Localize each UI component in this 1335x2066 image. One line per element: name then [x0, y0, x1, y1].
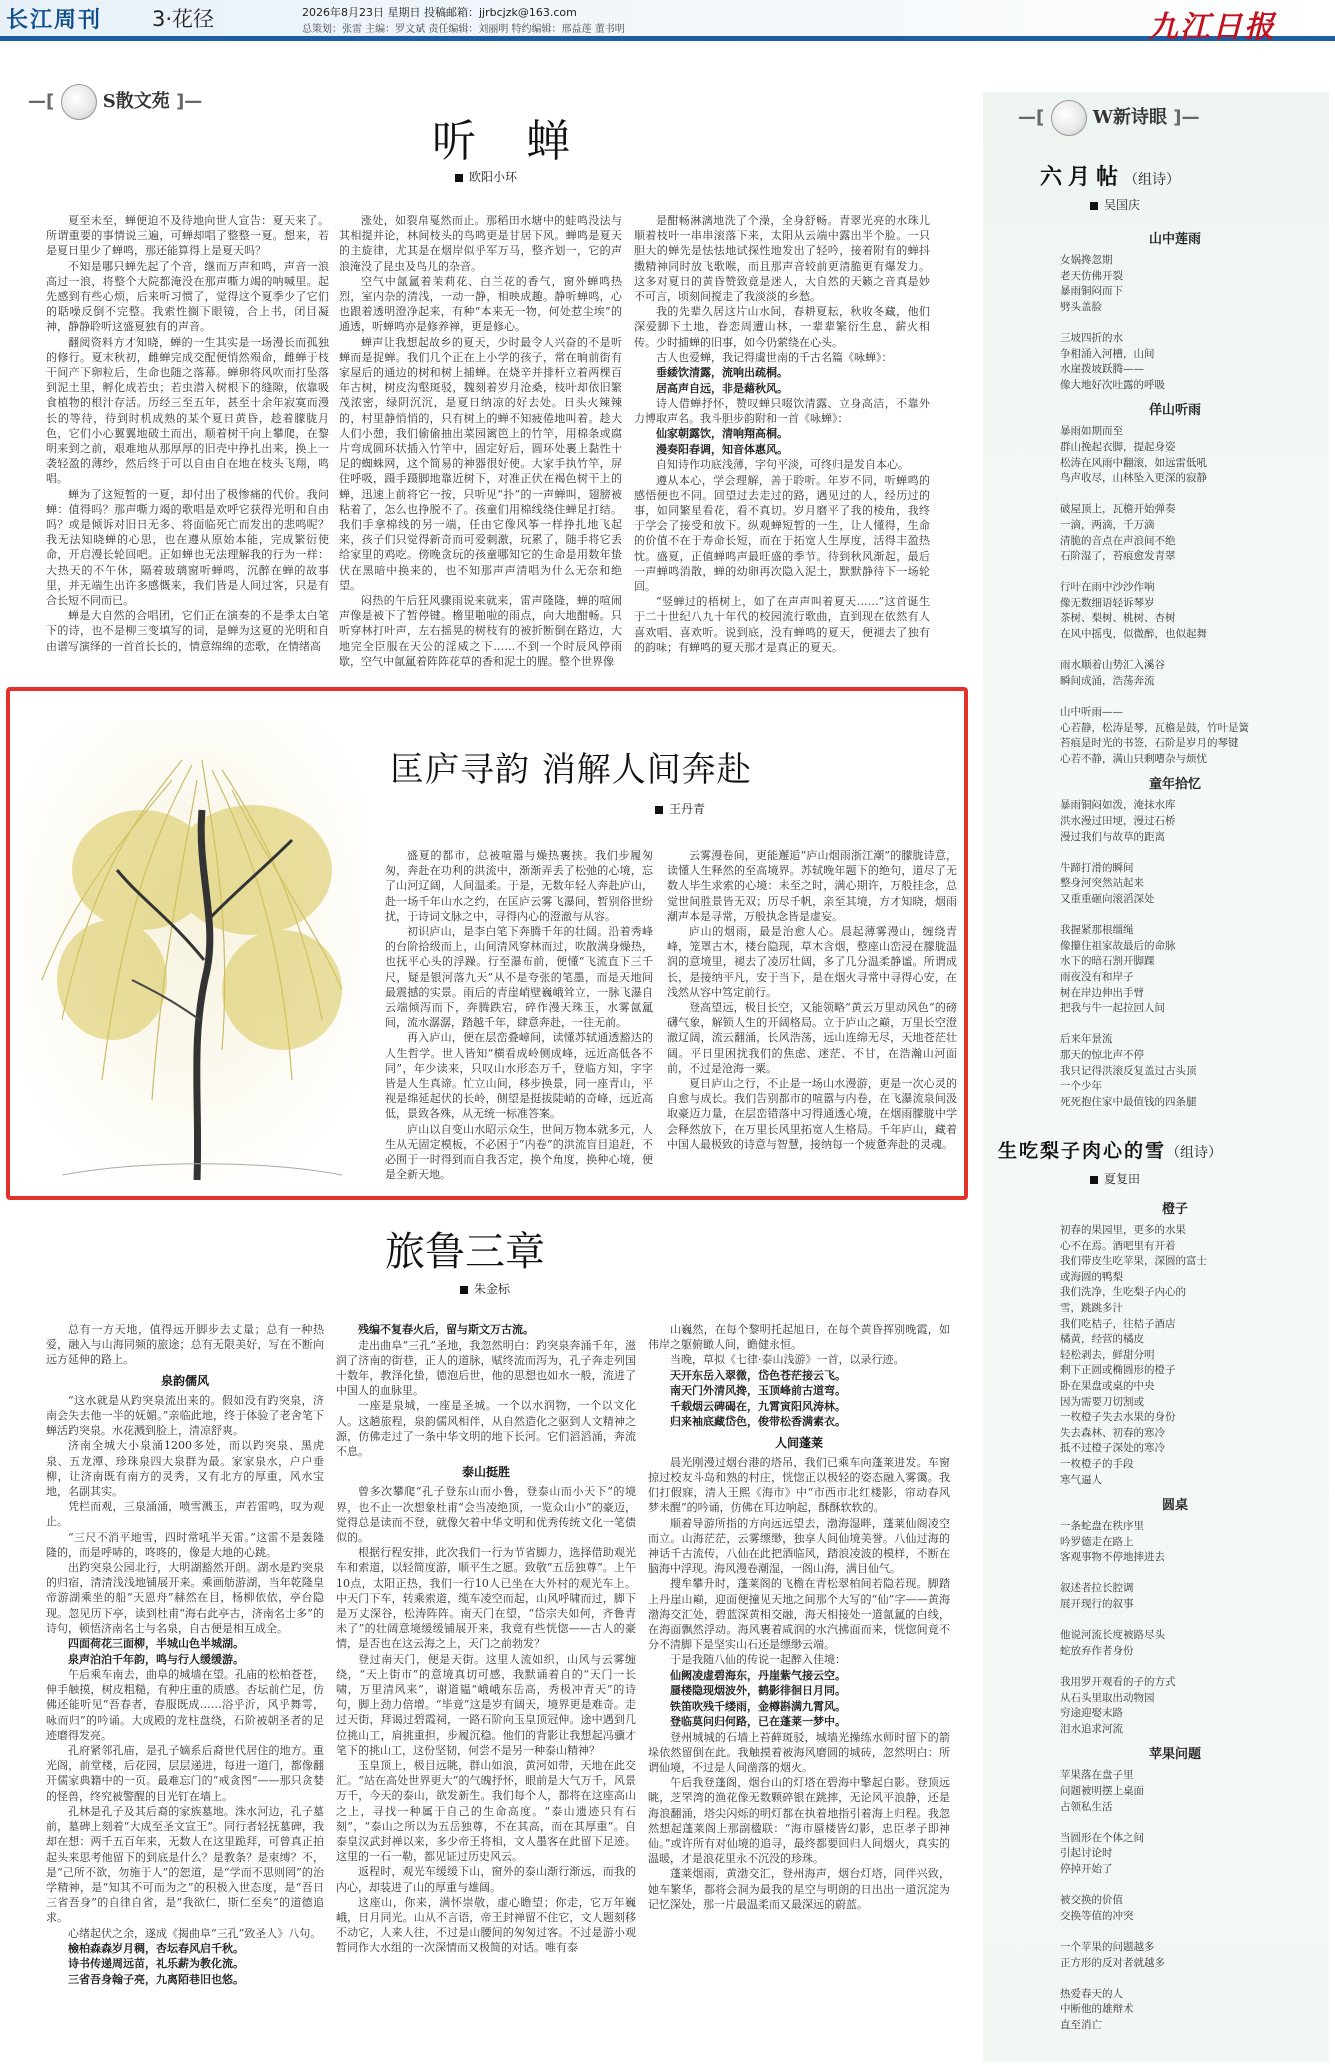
travel-article-byline: 朱金标: [460, 1280, 510, 1297]
page-header: [0, 0, 1335, 52]
sidebar-poem2-byline: 夏复田: [1090, 1170, 1140, 1187]
article-title: 听 蝉: [432, 116, 588, 167]
article2-col2: 云雾漫卷间，更能邂逅“庐山烟雨浙江潮”的朦胧诗意，读懂人生释然的至高境界。苏轼晚年题下的绝句，道尽了无数人毕生求索的心境：未至之时，满心期许，万般挂念，总觉世间胜景皆无双；历尽千帆，亲至其境，方才知晓，烟雨潮声本是寻常，万般执念皆是虚妄。 庐山的烟雨，最是治愈人心。晨起薄雾漫山，缠绕青峰，笼罩古木，楼台隐现，草木含烟，整座山峦浸在朦胧温润的意境里，褪去了凌厉壮阔，多了几分温柔静谧。所谓成长，是接纳平凡，安于当下，是在烟火寻常中寻得心安，在浅然从容中笃定前行。 登高望远，极目长空，又能领略“黄云万里动风色”的磅礴气象，解锁人生的开阔格局。立于庐山之巅，万里长空澄澈辽阔，流云翻涌，长风浩荡，远山连绵无尽，天地苍茫壮阔。平日里困扰我们的焦虑、迷茫、不甘，在浩瀚山河面前，不过是沧海一粟。 夏日庐山之行，不止是一场山水漫游，更是一次心灵的自愈与成长。我们告别都市的喧嚣与内卷，在飞瀑流泉间汲取豪迈力量，在层峦错落中习得通透心境，在烟雨朦胧中学会释然放下，在万里长风里拓宽人生格局。千年庐山，藏着中国人最极致的诗意与智慧，接纳每一个疲惫奔赴的灵魂。: [667, 849, 957, 1151]
poem-subtitle: 苹果问题: [1148, 1747, 1201, 1763]
date-line: 2026年8月23日 星期日 投稿邮箱：jjrbcjzk@163.com: [302, 6, 577, 19]
header-rule: [0, 36, 1335, 41]
featured-article-byline: 王丹青: [655, 800, 705, 817]
staff-line: 总策划：张雷 主编：罗文斌 责任编辑：刘丽明 特约编辑：邢益莲 董书明: [302, 24, 625, 35]
brand-title: 长江周刊: [6, 8, 103, 33]
bracket-right-icon: ]—: [176, 91, 203, 112]
article-byline: 欧阳小环: [455, 168, 517, 185]
sidebar-poem1-title: 六月帖（组诗）: [1040, 164, 1181, 190]
sidebar-poem1-byline: 吴国庆: [1090, 196, 1140, 213]
travel-article-title: 旅鲁三章: [385, 1229, 545, 1275]
poem-subtitle: 山中莲雨: [1148, 232, 1201, 247]
bracket-left-icon: —[: [28, 91, 55, 112]
sidebar-poem2-title: 生吃梨子肉心的雪（组诗）: [998, 1140, 1223, 1162]
newspaper-logo: 九江日报: [1148, 10, 1276, 45]
article3-col2: 残编不复春火后，留与斯文万古流。 走出曲阜“三孔”圣地，我忽然明白：趵突泉奔涌千年，滋润了济南的街巷，正人的道脉，赋终流而泻为，孔子奔走列国十数年，教泽化蛰，德泡后世，他的思想也如水一般，流进了中国人的血脉里。 一座是泉城，一座是圣城。一个以水润物，一个以文化人。这趟旅程，泉韵儒风相伴，从自然造化之驱到人文精神之源，仿佛走过了一条中华文明的地下长河。它们滔滔涌，奔流不息。 泰山挺胜 曾多次攀爬“孔子登东山而小鲁，登泰山而小天下”的境界，也不止一次想象杜甫“会当凌绝顶，一览众山小”的豪迈，觉得总是读而不登，就像欠着中华文明和优秀传统文化一笔债似的。 根据行程安排，此次我们一行为节省脚力，选择借助观光车和索道，以轻简度游，顺平生之愿。致敬“五岳独尊”。上午10点，太阳正热，我们一行10人已坐在大外村的观光车上。中天门下车，转乘索道，缆车凌空而起，山风呼啸而过，脚下是万丈深谷，松涛阵阵。南天门在望，“岱宗夫如何，齐鲁青未了”的壮阔意境缓缓铺展开来，我竟有些恍惚——古人的豪情，是否也在这云海之上，天门之前勃发？ 登过南天门，便是天街。这里人流如织，山风与云雾缠绕，“天上街市”的意境真切可感，我默诵着自的“天门一长啸，万里清风来”，谢道韫“峨峨东岳高，秀极冲青天”的诗句，脚上劲力倍增。“毕竟”这是岁有阔天，境界更是难奇。走过天街，拜谒过碧霞祠，一路石阶向玉皇顶冠伸。途中遇到几位挑山工，肩挑重担，步履沉稳。他们的背影让我想起冯骥才笔下的挑山工，这份坚韧，何尝不是另一种泰山精神？ 玉皇顶上，极目远眺，群山如浪，黄河如带，天地在此交汇。“站在高处世界更大”的气魄抒怀，眼前是大气万千，风景万千，今天的泰山，欲发新生。我们每个人，都将在这座高山之上，寻找一种属于自己的生命高度。“泰山遗迹只有石刻”，“泰山之所以为五岳独尊，不在其高，而在其厚重”。自泰皇汉武封禅以来，多少帝王将相，文人墨客在此留下足迹。这里的一石一勒，都见证过历史风云。 返程时，观光车缓缓下山，窗外的泰山渐行渐远，而我的内心，却装进了山的厚重与雄阔。 这座山，你来，满怀崇敬，虚心瞻望；你走，它万年巍峨，日月同光。山从不言语，帝王封禅留不住它，文人题刻移不动它，人来人往，不过是山腰间的匆匆过客。不过是游小观暂同作大水组的一次深情而又极简的对话。唯有泰: [336, 1323, 636, 1955]
subheading-penglai: 人间蓬莱: [774, 1435, 823, 1450]
poem-subtitle: 佯山听雨: [1148, 403, 1201, 419]
subheading-spring: 泉韵儒风: [160, 1373, 209, 1388]
article2-col1: 盛夏的都市，总被喧嚣与燥热裹挟。我们步履匆匆，奔赴在功利的洪流中，渐渐弄丢了松弛的心境，忘了山河辽阔，人间温柔。于是，无数年轻人奔赴庐山，赴一场千年山水之约，在匡庐云雾飞瀑间，暂别俗世纷扰，于诗词文脉之中，寻得内心的澄澈与从容。 初识庐山，是李白笔下奔腾千年的壮阔。沿着秀峰的台阶拾级而上，山间清风穿林而过，吹散满身燥热，也抚平心头的浮躁。行至瀑布前，便懂“飞流直下三千尺，疑是银河落九天”从不是夸张的笔墨，而是天地间最震撼的实景。雨后的青崖峭壁巍峨耸立，一脉飞瀑自云端倾泻而下，奔腾跌宕，碎作漫天珠玉，水雾氤氲间，流水潺潺，踏越千年，肆意奔赴，一往无前。 再入庐山，便在层峦叠嶂间，读懂苏轼通透豁达的人生哲学。世人皆知“横看成岭侧成峰，远近高低各不同”，年少读来，只叹山水形态万千，登临方知，字字皆是人生真谛。忙立山间，移步换景，同一座青山，平视是绵延起伏的长岭，侧望是挺拔陡峭的奇峰，远近高低，景致各殊，从无统一标准答案。 庐山以自变山水昭示众生，世间万物本就多元，人生从无固定模板，不必困于“内卷”的洪流盲目追赶，不必囿于一时得到而自我否定，换个角度，换种心境，便是全新天地。: [385, 849, 653, 1182]
poem-subtitle: 橙子: [1161, 1202, 1188, 1217]
section-head-prose: —[ S散文苑 ]—: [28, 84, 202, 120]
featured-article-title: 匡庐寻韵 消解人间奔赴: [390, 750, 752, 790]
poem-subtitle: 童年拾忆: [1148, 777, 1201, 793]
poem-subtitle: 圆桌: [1161, 1498, 1188, 1514]
page-section: 3·花径: [152, 7, 215, 31]
sidebar-poem2-body: 橙子 初春的果园里，更多的水果 心不在焉。酒吧里有开着 我们带皮生吃苹果，深圆的富士 或海圆的鸭梨 我们洗净，生吃梨子内心的 雪，跳跳多汁 我们吃桔子，往桔子酒店 橘黄，经营的橘皮 轻松剥去，鲜甜分明 剩下正圆或椭圆形的橙子 卧在果盘或桌的中央 因为需要刀切割或 一枚橙子失去水果的身份 失去森林、初春的寒冷 抵不过橙子深处的寒冷 一枚橙子的手段 寒气逼人 圆桌 一条蛇盘在秩序里 吟罗德走在路上 客观事物不停地摔进去 叙述者拉长腔调 展开现行的叙事 他说河流长度被路尽头 蛇放弃作者身份 我用罗开观看的子的方式 从石头里取出动物园 穷途迎娶末路 泪水追求河流 苹果问题 苹果落在盘子里 问题被明摆上桌面 占领私生活 当圆形在个体之间 引起讨论时 停掉开始了 被交换的价值 交换等值的冲突 一个苹果的问题越多 正方形的反对者就越多 热爱春天的人 中断他的雄辩术 直至消亡: [1030, 1198, 1320, 2058]
subheading-taishan: 泰山挺胜: [461, 1465, 510, 1480]
article3-col3: 山巍然，在每个黎明托起旭日，在每个黄昏挥别晚霞，如伟岸之躯俯瞰人间，瞻健永恒。 当晚，草拟《七律·泰山浅游》一首，以录行迹。 天开东岳入翠微，岱色苍茫接云飞。 南天门外清风搀，玉顶峰前古道弯。 千载烟云碑碣在，九霄寅阳风涛林。 归来袖底藏岱色，俊带松香满素衣。 人间蓬莱 晨光刚漫过烟台港的塔吊，我们已乘车向蓬莱进发。车窗掠过校友斗岛和熟的村庄，恍惚正以极轻的姿态融入雾霭。我们打假寐，清人王熙《海市》中“市西市北红楼影，帘动春风梦未醒”的吟诵，仿佛在耳边响起，酥酥软软的。 顺着导游所指的方向远远望去，渤海湿畔，蓬莱仙阁凌空而立。山海茫茫，云雾缥缈，独享人间仙境美誉。八仙过海的神话千古流传，八仙在此把酒临风，踏浪凌波的模样，不断在脑海中浮现。海风漫卷潮湿，一阁山海，满目仙气。 搜牟攀升时，蓬莱阁的飞檐在青松翠柏间若隐若现。脚踏上丹崖山巅，迎面便撞见天地之间那个大写的“仙”字——黄海渤海交汇处，碧蓝深黄相交融，海天相接处一道氤氲的白线，在海面飘然浮动。海风裹着咸润的水汽拂面而来，恍惚间竟不分不清脚下是坚实山石还是缥缈云端。 于是我随八仙的传说一起醉入佳境： 仙阙凌虚碧海东，丹崖紫气接云空。 蜃楼隐现烟波外，鹤影徘徊日月同。 铁笛吹残千缕雨，金樽斟满九霄风。 登临莫问归何路，已在蓬莱一梦中。 登州城城的石墙上苔藓斑驳，城墙光操练水师时留下的箭垛依然留倒在此。我触摸着被海风磨圆的城砖，忽然明白：所谓仙境，不过是人间凿落的烟火。 午后我登蓬阁，烟台山的灯塔在碧海中擎起白影。登顶远眺，芝罘湾的渔花像无数颗碎银在跳摔，无论风平浪静，还是海浪翻涌，塔尖闪烁的明灯都在执着地指引着海上归程。我忽然想起蓬莱阁上那副楹联：“海市蜃楼皆幻影，忠臣孝子即神仙。”或许所有对仙境的追寻，最终都要回归人间烟火，真实的温暖，才是浪花里永不沉没的珍珠。 蓬莱烟雨，黄渤交汇，登州海声，烟台灯塔，同伴兴致，她车繁华，都将会洞为最我的星空与明朗的日出出一道沉淀为记忆深处，那一片最温柔而又最深远的蔚蓝。: [648, 1323, 950, 1911]
article1-col3: 是酣畅淋漓地洗了个澡，全身舒畅。青翠光亮的水珠儿顺着枝叶一串串滚落下来，太阳从云端中露出半个脸。一只胆大的蝉先是怯怯地试探性地发出了轻吟，接着附有的蝉抖擞精神同时放飞歌喉，而且那声音较前更清脆更有爆发力。这多对夏日的黄昏赞致竟是迷人，大自然的天籁之音真是妙不可言，顷刻间搅走了我淡淡的乡愁。 我的先辈久居这片山水间，春耕夏耘，秋收冬藏，他们深爱脚下土地，眷恋周遭山林，一辈辈繁衍生息，薪火相传。少时捕蝉的旧事，如今仍萦绕在心头。 古人也爱蝉，我记得虞世南的千古名篇《咏蝉》： 垂緌饮清露，流响出疏桐。 居高声自远，非是藉秋风。 诗人借蝉抒怀，赞叹蝉只啜饮清露、立身高洁，不靠外力博取声名。我斗胆步韵附和一首《咏蝉》： 仙家朝露饮，清响翔高桐。 漫奏阳春调，知音体惠风。 自知诗作功底浅薄，字句平淡，可终归是发自本心。 遵从本心，学会理解，善于聆听。年岁不同，听蝉鸣的感悟便也不同。回望过去走过的路，遇见过的人，经历过的事，如同繁星看花，看不真切。岁月磨平了我的棱角，我终于学会了接受和放下。纵观蝉短暂的一生，让人懂得，生命的价值不在于寿命长短，而在于拓宽人生厚度，活得丰盈热忱。盛夏，正值蝉鸣声最旺盛的季节。待到秋风渐起，最后一声蝉鸣消散，蝉的幼卵再次隐入泥土，默默静待下一场轮回。 “竖蝉过的梧树上，如了在声声叫着夏天……”这首诞生于二十世纪八九十年代的校园流行歌曲，直到现在依然有人喜欢唱、喜欢听。说到底，没有蝉鸣的夏天，便褪去了独有的韵味；有蝉鸣的夏天那才是真正的夏天。: [634, 214, 930, 654]
section-head-poetry: —[ W新诗眼 ]—: [1018, 100, 1200, 136]
article1-col2: 涨处，如裂帛戛然而止。那稻田水塘中的蛙鸣没法与其相提并论，林间枝头的鸟鸣更是甘居下风。蝉鸣是夏天的主旋律，尤其是在烟岸似乎军万马，整齐划一，它的声浪淹没了昆虫及鸟儿的杂音。 空气中氤氲着茉莉花、白兰花的香气，窗外蝉鸣热烈，室内杂的清浅，一动一静，相映成趣。静听蝉鸣，心也跟着透明澄净起来，有种“本来无一物，何处惹尘埃”的通透，听蝉鸣亦是修养禅，更是修心。 蝉声让我想起故乡的夏天，少时最令人兴奋的不是听蝉而是捉蝉。我们几个正在上小学的孩子，常在晌前街有家屋后的通边的树和树上捕蝉。在烧辛并排杆立着两棵百年古树，树皮沟壑斑驳，魏刻着岁月沧桑，枝叶却依旧繁茂浓密，绿阴沉沉，是夏日纳凉的好去处。日头火辣辣的，村里静悄悄的，只有树上的蝉不知疲倦地叫着。趁大人们小憩，我们偷偷抽出菜园篱笆上的竹竿，用棉条或腐片弯成圆环状插入竹竿中，固定好后，圆环处裹上黏性十足的蜘蛛网，这个简易的神器很好使。大家手执竹竿，屏住呼吸，蹑手蹑脚地靠近树下，对准正伏在褐色树干上的蝉，迅速上前将它一按，只听见“扑”的一声蝉叫，翅膀被粘着了，怎么也挣脱不了。孩童们用棉线绕住蝉足打结。我们手拿棉线的另一端，任由它像风筝一样挣扎地飞起来，孩子们只觉得新奇而可爱刺激，玩累了，随手将它丢给家里的鸡吃。傍晚贪玩的孩童哪知它的生命是用数年蛰伏在黑暗中换来的，也不知那声声清唱为什么无奈和绝望。 闷热的午后狂风骤雨说来就来，雷声隆隆，蝉的喧闹声像是被下了暂停键。檐里啪啦的雨点，向大地酣畅。只听穿林打叶声，左右摇晃的树枝有的被折断倒在路边，大地完全臣服在天公的淫威之下……不到一个时辰风停雨歇，空气中氤氲着阵阵花草的香和泥土的腥。整个世界像: [339, 214, 622, 668]
bracket-right-icon: ]—: [1173, 107, 1200, 128]
article1-col1: 夏至未至，蝉便迫不及待地向世人宣告：夏天来了。所谓重要的事情说三遍，可蝉却唱了整整一夏。想来，若是夏日里少了蝉鸣，那还能算得上是夏天吗？ 不知是哪只蝉先起了个音，继而万声和鸣，声音一浪高过一浪，将整个大院都淹没在那声嘶力竭的呐喊里。起先感到有些心烦，后来听习惯了，觉得这个夏季少了它们的聒噪反倒不完整。我索性搁下眼镜，合上书，闭目凝神，静静聆听这盛夏独有的声音。 翻阅资料方才知晓，蝉的一生其实是一场漫长而孤独的修行。夏末秋初，雌蝉完成交配便悄然殒命，雌蝉于枝干间产下卵粒后，生命也随之落幕。蝉卵将风吹而打坠落到泥土里，孵化成若虫；若虫潜入树根下的缝隙，依靠吸食植物的根汁存活。历经三至五年，甚至十余年寂寞而漫长的等待，待到时机成熟的某个夏日黄昏，趁着朦胧月色，它们小心翼翼地破土而出，顺着树干向上攀爬，在黎明来到之前，艰难地从那厚厚的旧壳中挣扎出来，换上一袭轻盈的薄纱，然后终于可以自由自在地在枝头飞翔，鸣唱。 蝉为了这短暂的一夏，却付出了极惨痛的代价。我问蝉：值得吗？那声嘶力竭的歌唱是欢呼它获得光明和自由吗？或是倾诉对旧日无多、将面临死亡而发出的悲鸣呢？我无法知晓蝉的心思，也在遵从原始本能，完成繁衍使命，开启漫长轮回吧。正如蝉也无法理解我的行为一样：大热天的不午休，隔着玻璃窗听蝉鸣，沉醉在蝉的故事里，并无端生出许多感慨来，我们皆是人间过客，只是有合长短不同而已。 蝉是大自然的合唱团，它们正在演奏的不是季太白笔下的诗，也不是柳三变填写的词，是蝉为这夏的光明和自由谱写演绎的一首首长长的，情意绵绵的恋歌，在情绪高: [46, 214, 329, 653]
sidebar-poem1-body: 山中莲雨 女娲搀忽期 老天仿佛开裂 暴雨铜闷而下 劈头盖脸 三坡四折的水 争相涌入河槽，山间 水崖拨坡跃腾—— 像大地好次吐露的呼吸 佯山听雨 暴雨如期而至 群山挽起衣脚，提起身姿 松涛在风雨中翻滚，如远雷低吼 鸟声收尽，山林坠入更深的寂静 破屋顶上，瓦檐开始弹奏 一滴，两滴，千万滴 清脆的音点在声浪间不绝 石阶湿了，苔痕愈发青翠 行叶在雨中沙沙作响 像无数细语轻诉琴岁 茶树、梨树、桃树、杏树 在风中摇曳，似微醉，也似起舞 雨水顺着山势汇入溪谷 瞬间成涌，浩荡奔流 山中听雨—— 心若静，松涛是琴，瓦檐是鼓，竹叶是簧 苔痕是时光的书签，石阶是岁月的琴键 心若不静，满山只剩嘈杂与烦忧 童年拾忆 暴雨铜闷如泼，淹抹水库 洪水漫过田埂，漫过石桥 漫过我们与故草的距离 牛蹄打滑的瞬间 整身河突然站起来 又重重砸向滚滔深处 我握紧那根缰绳 像攥住祖家故最后的命脉 水下的暗石割开脚踝 雨夜没有和岸子 树在岸边伸出手臂 把我与牛一起拉回人间 后来年景流 那天的惊北声不停 我只记得洪滚反复盖过古头顶 一个少年 死死抱住家中最值钱的四条腿: [1030, 228, 1320, 1116]
willow-illustration: [22, 720, 362, 1190]
article3-col1: 总有一方天地，值得远开脚步去丈量；总有一种热爱，融入与山海同频的旅途；总有无限美好，写在不断向远方延伸的路上。 泉韵儒风 “这水就是从趵突泉流出来的。假如没有趵突泉，济南会失去他一半的妩媚。”亲临此地，终于体验了老舍笔下蝉活趵突泉。水花溅到脸上，清凉舒爽。 济南全城大小泉涌1200多处，而以趵突泉、黑虎泉、五龙潭、珍珠泉四大泉群为最。家家泉水，户户垂柳，让济南既有南方的灵秀，又有北方的厚重，风水宝地，名副其实。 凭栏而观，三泉涌涌，喷雪溅玉，声若雷鸣，叹为观止。 “三尺不消平地雪，四时常吼半天雷。”这雷不是轰隆隆的，而是呼哧的，咚咚的，像是大地的心跳。 出趵突泉公园北行，大明湖豁然开朗。湖水是趵突泉的归宿，清清浅浅地铺展开来。乘画舫游湖，当年乾隆皇帝游湖乘坐的船“天恩舟”赫然在目，杨柳依依，亭台隐现。忽见历下亭，读到杜甫“海右此亭古，济南名士多”的诗句，顿悟济南名士与名泉，自古便是相互成全。 四面荷花三面柳，半城山色半城湖。 泉声泊泊千年韵，鸣与行人缓缓游。 午后乘车南去，曲阜的城墙在望。孔庙的松柏苍苍，伸手触摸，树皮粗糙，有种庄重的质感。杏坛前伫足，仿佛还能听见“吾春者，春服既成……浴乎沂，风乎舞雩，咏而归”的吟诵。大成殿的龙柱盘绕，石阶被朝圣者的足迹磨得发亮。 孔府紧邻孔庙，是孔子嫡系后裔世代居住的地方。重光阁，前堂楼，后花园，层层递进，每进一道门，都像翻开儒家典籍中的一页。最难忘门的“戒贪图”——那只贪婪的怪兽，终究被警醒的目光钉在墙上。 孔林是孔子及其后裔的家族墓地。洙水河边，孔子墓前，墓碑上刻着“大成至圣文宣王”。同行者轻抚墓碑，我却在想：两千五百年来，无数人在这里跪拜，可曾真正拍起头来思考他留下的到底是什么？是教条？是束缚？不，是“己所不欲，勿施于人”的恕道，是“学而不思则罔”的治学精神，是“知其不可而为之”的积极入世态度，是“吾日三省吾身”的自律自省，是“我欲仁，斯仁至矣”的道德追求。 心绪起伏之余，遂成《揭曲阜“三孔”致圣人》八句。 檢柏森森岁月稠，杏坛春风启千秋。 诗书传递周远苗，礼乐薪为教化流。 三省吾身翰子亮，九离陌巷旧也悠。: [46, 1323, 324, 1986]
seal-icon: [61, 84, 97, 120]
seal-icon: [1051, 100, 1087, 136]
bracket-left-icon: —[: [1018, 107, 1045, 128]
